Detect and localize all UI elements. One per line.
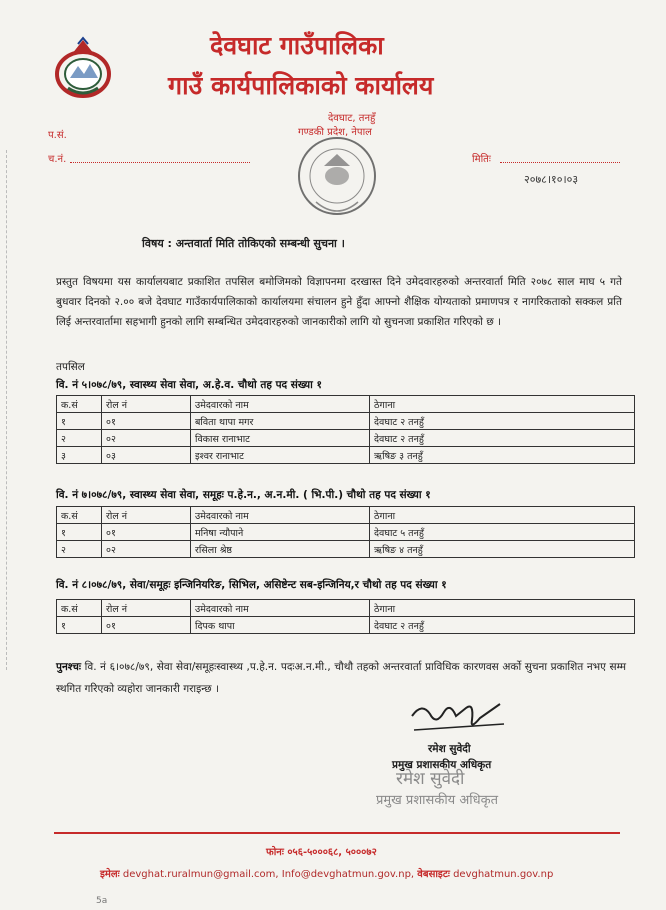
cell-address: ऋषिङ ४ तनहुँ [370,541,635,558]
signatory-name: रमेश सुवेदी [428,743,471,755]
candidate-table-2 [56,506,635,558]
section-title-3: वि. नं ८।०७८/७९, सेवा/समूहः इन्जिनियरिङ, सिभिल, असिष्टेन्ट सब-इन्जिनिय,र चौथो तह पद संख्या १ [56,579,447,591]
reference-number-label: प.सं. [48,130,67,141]
cell-roll: ०१ [102,413,191,430]
cell-address: देवघाट २ तनहुँ [370,430,635,447]
cell-address: देवघाट ५ तनहुँ [370,524,635,541]
header-roll: रोल नं [102,507,191,524]
notice-body: प्रस्तुत विषयमा यस कार्यालयबाट प्रकाशित तपसिल बमोजिमको विज्ञापनमा दरखास्त दिने उमेदवारहरुको अन्तरवार्ता मिति २०७८ साल माघ ५ गते बुधवार दिनको २.०० बजे देवघाट गाउँकार्यपालिकाको कार्यालयमा संचालन हुने हुँदा आफ्नो शैक्षिक योग्यताको प्रमाणपत्र र नागरिकताको सक्कल प्रति लिई अन्तरवार्तामा सहभागी हुनको लागि सम्बन्धित उमेदवारहरुको जानकारीको लागि यो सुचनजा प्रकाशित गरिएको छ । [56,276,622,328]
table-header-row [57,600,635,617]
cell-name: दिपक थापा [191,617,370,634]
dispatch-number-line [70,162,250,163]
cell-serial: ३ [57,447,102,464]
cell-address: देवघाट २ तनहुँ [370,413,635,430]
footer-contact [100,866,553,880]
cell-name: बविता थापा मगर [191,413,370,430]
section-title-1: वि. नं ५।०७८/७९, स्वास्थ्य सेवा सेवा, अ.हे.व. चौथो तह पद संख्या १ [56,379,322,391]
header-name: उमेदवारको नाम [191,600,370,617]
cell-roll: ०१ [102,524,191,541]
cell-serial: १ [57,413,102,430]
section-title-2: वि. नं ७।०७८/७९, स्वास्थ्य सेवा सेवा, समूहः प.हे.न., अ.न.मी. ( भि.पी.) चौथो तह पद संख्या १ [56,489,431,501]
letter-date: २०७८।१०।०३ [524,173,579,186]
cell-serial: २ [57,430,102,447]
header-serial: क.सं [57,507,102,524]
cell-roll: ०२ [102,541,191,558]
candidate-table-3 [56,599,635,634]
cell-serial: १ [57,617,102,634]
cell-name: मनिषा न्यौपाने [191,524,370,541]
table-row [57,447,635,464]
header-serial: क.सं [57,396,102,413]
header-address: ठेगाना [370,396,635,413]
cell-name: रसिला श्रेष्ठ [191,541,370,558]
table-header-row [57,507,635,524]
office-title-line2: गाउँ कार्यपालिकाको कार्यालय [168,71,434,100]
header-roll: रोल नं [102,396,191,413]
candidate-table-1 [56,395,635,464]
header-name: उमेदवारको नाम [191,507,370,524]
office-title-line1: देवघाट गाउँपालिका [210,31,384,60]
cell-roll: ०२ [102,430,191,447]
subject-line: विषय : अन्तवार्ता मिति तोकिएको सम्बन्धी सुचना । [142,237,345,250]
table-row [57,524,635,541]
email-label: इमेलः [100,869,120,880]
office-address-line1: देवघाट, तनहुँ [328,113,376,124]
office-address-line2: गण्डकी प्रदेश, नेपाल [298,127,372,138]
header-name: उमेदवारको नाम [191,396,370,413]
postscript-note [56,656,626,700]
cell-roll: ०१ [102,617,191,634]
postscript-text: वि. नं ६।०७८/७९, सेवा सेवा/समूहःस्वास्थ्य ,प.हे.न. पदःअ.न.मी., चौथौ तहको अन्तरवार्ता प्राविधिक कारणवस अर्को सुचना प्रकाशित नभए सम्म स्थगित गरिएको व्यहोरा जानकारी गराइन्छ । [56,661,626,695]
website-label: वेबसाइटः [417,869,450,880]
dispatch-number-label: च.नं. [48,154,67,165]
office-seal-icon [294,132,380,224]
date-line [500,162,620,163]
header-address: ठेगाना [370,507,635,524]
footer-divider [54,832,620,834]
table-row [57,413,635,430]
footer-phone: फोनः ०५६-५०००६८, ५०००७२ [266,847,377,858]
cell-roll: ०३ [102,447,191,464]
cell-serial: १ [57,524,102,541]
table-row [57,541,635,558]
nepal-emblem-icon [48,36,118,102]
cell-address: ऋषिङ ३ तनहुँ [370,447,635,464]
cell-name: विकास रानाभाट [191,430,370,447]
postscript-label: पुनश्चः [56,661,82,673]
signatory-title: प्रमुख प्रशासकीय अधिकृत [392,759,492,771]
page-number: 5a [96,896,108,906]
date-label: मितिः [472,154,491,165]
paper-edge [0,150,7,670]
website-link[interactable]: devghatmun.gov.np [453,869,554,880]
table-row [57,617,635,634]
title-stamp: प्रमुख प्रशासकीय अधिकृत [376,793,499,808]
signature-icon [408,696,508,738]
cell-serial: २ [57,541,102,558]
table-row [57,430,635,447]
cell-name: इश्वर रानाभाट [191,447,370,464]
name-stamp: रमेश सुवेदी [396,769,465,789]
cell-address: देवघाट २ तनहुँ [370,617,635,634]
email-addresses[interactable]: devghat.ruralmun@gmail.com, Info@devghatmun.gov.np, [122,869,415,880]
table-header-row [57,396,635,413]
header-serial: क.सं [57,600,102,617]
details-heading: तपसिल [56,361,85,373]
header-roll: रोल नं [102,600,191,617]
header-address: ठेगाना [370,600,635,617]
